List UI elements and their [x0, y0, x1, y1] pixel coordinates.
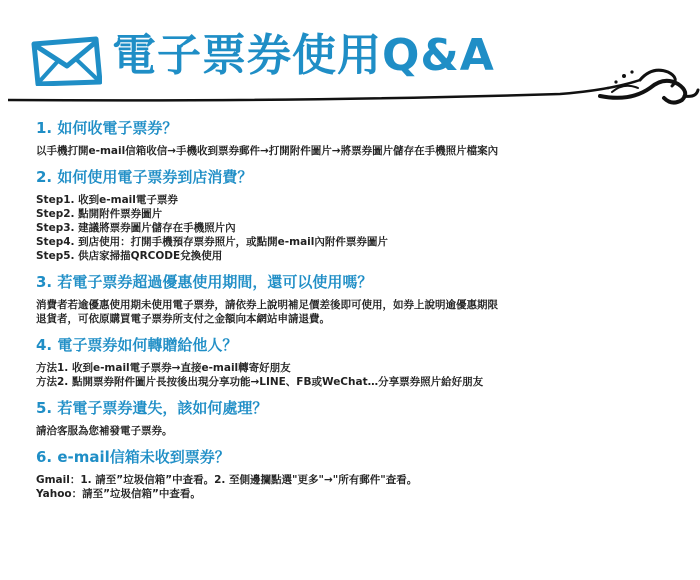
- answer-line: Yahoo：請至”垃圾信箱”中查看。: [36, 488, 201, 500]
- faq-item: [36, 118, 676, 158]
- faq-question: 6. e-mail信箱未收到票券？: [36, 448, 230, 466]
- faq-item: [36, 272, 676, 326]
- answer-line: Step4. 到店使用：打開手機預存票券照片，或點開e-mail內附件票券圖片: [36, 236, 388, 248]
- faq-item: [36, 447, 676, 501]
- faq-item: [36, 167, 676, 263]
- answer-line: 以手機打開e-mail信箱收信→手機收到票券郵件→打開附件圖片→將票券圖片儲存在手機照片檔案內: [36, 145, 499, 157]
- answer-line: 退貨者，可依原購買電子票券所支付之金額向本網站申請退費。: [36, 313, 330, 325]
- answer-line: 消費者若逾優惠使用期未使用電子票券，請依券上說明補足價差後即可使用，如券上說明逾優惠期限: [36, 299, 498, 311]
- swirl-ornament-icon: [0, 66, 700, 110]
- page-title: 電子票券使用Q&A: [112, 30, 495, 81]
- faq-question: 1. 如何收電子票券？: [36, 119, 178, 137]
- faq-answer: [36, 144, 676, 158]
- answer-line: Gmail：1. 請至”垃圾信箱”中查看。2. 至側邊攔點選"更多"→"所有郵件"查看。: [36, 474, 418, 486]
- answer-line: 方法1. 收到e-mail電子票券→直接e-mail轉寄好朋友: [36, 362, 291, 374]
- faq-list: [36, 118, 676, 510]
- answer-line: Step2. 點開附件票券圖片: [36, 208, 163, 220]
- faq-question: 4. 電子票券如何轉贈給他人？: [36, 336, 238, 354]
- answer-line: Step1. 收到e-mail電子票券: [36, 194, 178, 206]
- faq-question: 3. 若電子票券超過優惠使用期間，還可以使用嗎？: [36, 273, 373, 291]
- faq-question: 5. 若電子票券遺失，該如何處理？: [36, 399, 268, 417]
- faq-answer: [36, 424, 676, 438]
- faq-answer: [36, 193, 676, 263]
- faq-answer: [36, 361, 676, 389]
- answer-line: 方法2. 點開票券附件圖片長按後出現分享功能→LINE、FB或WeChat…分享票券照片給好朋友: [36, 376, 484, 388]
- faq-question: 2. 如何使用電子票券到店消費？: [36, 168, 253, 186]
- answer-line: 請洽客服為您補發電子票券。: [36, 425, 173, 437]
- faq-item: [36, 335, 676, 389]
- faq-answer: [36, 298, 676, 326]
- answer-line: Step3. 建議將票券圖片儲存在手機照片內: [36, 222, 236, 234]
- faq-answer: [36, 473, 676, 501]
- page-header: [0, 0, 700, 110]
- faq-item: [36, 398, 676, 438]
- answer-line: Step5. 供店家掃描QRCODE兌換使用: [36, 250, 223, 262]
